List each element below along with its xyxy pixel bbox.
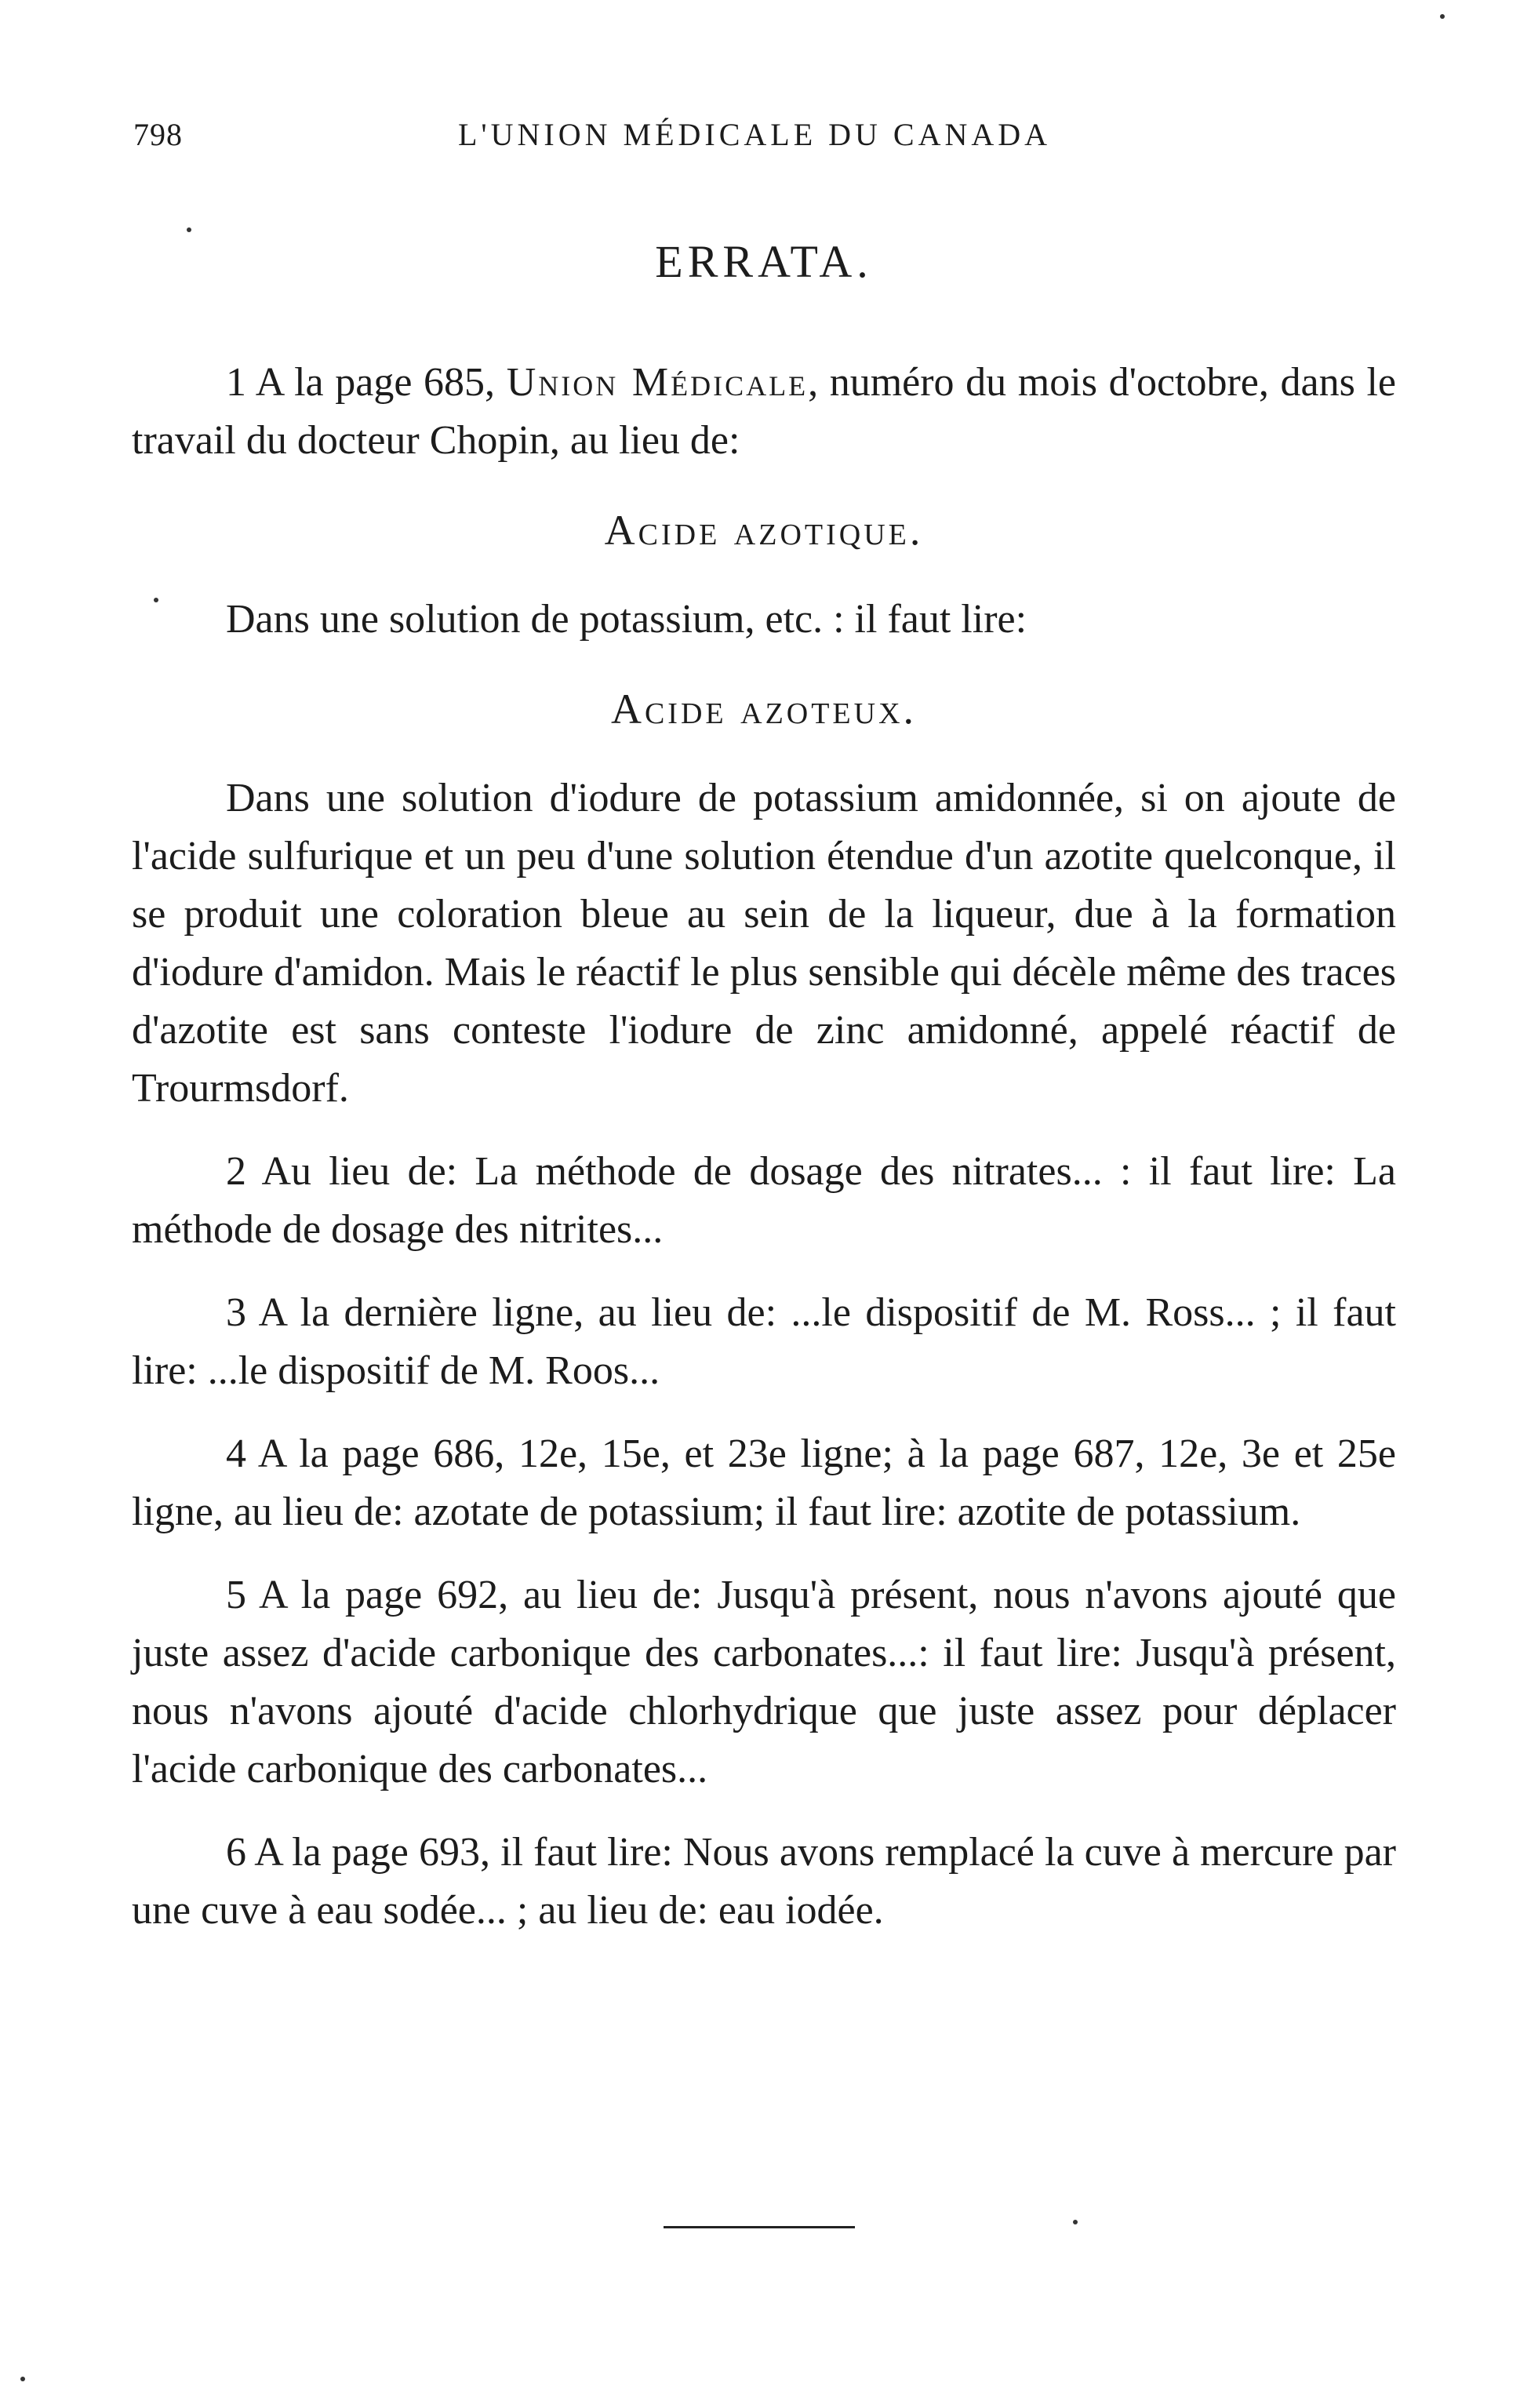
erratum-1-intro-rest: , numéro du mois d'octobre, dans le travail du docteur Chopin, au lieu de: [132,360,1396,463]
wrong-text: Dans une solution de potassium, etc. : il faut lire: [226,597,1027,642]
running-head [133,116,1396,163]
print-speck [1073,2220,1078,2224]
correct-heading: Acide azoteux. [610,686,918,733]
erratum-item-5: 5 A la page 692, au lieu de: Jusqu'à présent, nous n'avons ajouté que juste assez d'acide carbonique des carbonates...: il faut lire: Jusqu'à présent, nous n'avons ajouté d'acide chlorhydrique que juste assez pour déplacer l'acide carbonique des carbonates... [132,1573,1396,1791]
closing-rule [664,2226,855,2228]
erratum-item-6: 6 A la page 693, il faut lire: Nous avons remplacé la cuve à mercure par une cuve à eau sodée... ; au lieu de: eau iodée. [132,1830,1396,1933]
journal-title: L'UNION MÉDICALE DU CANADA [458,117,1052,152]
errata-content [132,235,1396,1940]
wrong-heading: Acide azotique. [604,507,924,554]
page-number: 798 [133,117,183,152]
erratum-item-1 [132,354,1396,470]
print-speck [1440,14,1445,19]
errata-heading: ERRATA. [655,236,873,287]
erratum-1-journal-ref: Union Médicale [506,360,809,405]
erratum-item-3: 3 A la dernière ligne, au lieu de: ...le dispositif de M. Ross... ; il faut lire: ...le dispositif de M. Roos... [132,1290,1396,1393]
print-speck [20,2377,25,2381]
print-speck [187,227,191,232]
erratum-1-intro: 1 A la page 685, [226,360,507,405]
erratum-item-4: 4 A la page 686, 12e, 15e, et 23e ligne; à la page 687, 12e, 3e et 25e ligne, au lieu de: azotate de potassium; il faut lire: azotite de potassium. [132,1431,1396,1534]
erratum-item-2: 2 Au lieu de: La méthode de dosage des nitrates... : il faut lire: La méthode de dosage des nitrites... [132,1149,1396,1252]
correct-text: Dans une solution d'iodure de potassium amidonnée, si on ajoute de l'acide sulfurique et un peu d'une solution étendue d'un azotite quelconque, il se produit une coloration bleue au sein de la liqueur, due à la formation d'iodure d'amidon. Mais le réactif le plus sensible qui décèle même des traces d'azotite est sans conteste l'iodure de zinc amidonné, appelé réactif de Trourmsdorf. [132,776,1396,1111]
